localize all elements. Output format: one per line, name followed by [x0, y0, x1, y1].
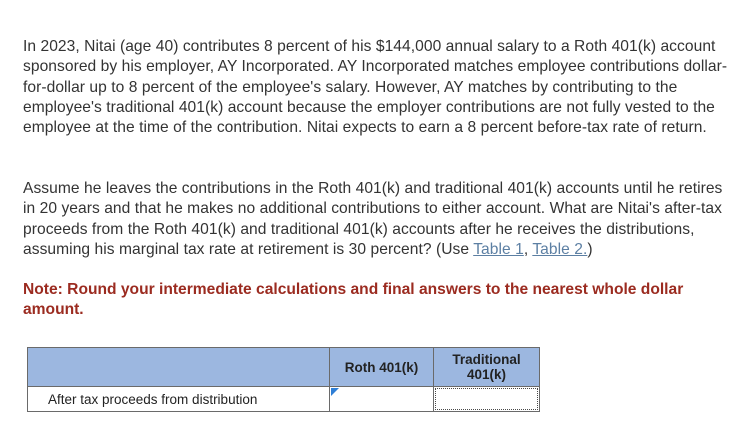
traditional-answer-cell[interactable]	[434, 387, 540, 412]
answer-table	[27, 347, 540, 412]
header-roth-401k: Roth 401(k)	[330, 348, 434, 387]
rounding-note: Note: Round your intermediate calculations and final answers to the nearest whole dollar amount.	[23, 281, 684, 319]
table-1-link[interactable]: Table 1	[473, 240, 524, 258]
roth-proceeds-input[interactable]	[330, 387, 433, 411]
header-traditional-line2: 401(k)	[466, 367, 507, 382]
problem-paragraph-2-text: Assume he leaves the contributions in the Roth 401(k) and traditional 401(k) accounts until he retires in 20 years and that he makes no additional contributions to either account. What are Nitai's after-tax proceeds from the Roth 401(k) and traditional 401(k) accounts after he receives the distributions, assuming his marginal tax rate at retirement is 30 percent? (Use	[23, 180, 723, 258]
header-traditional-401k	[434, 348, 540, 387]
link-separator: ,	[523, 240, 533, 258]
table-row	[28, 387, 540, 412]
problem-paragraph-1: In 2023, Nitai (age 40) contributes 8 percent of his $144,000 annual salary to a Roth 401(k) account sponsored by his employer, AY Incorporated. AY Incorporated matches employee contributions dollar-for-dollar up to 8 percent of the employee's salary. However, AY matches by contributing to the employee's traditional 401(k) account because the employer contributions are not fully vested to the employee at the time of the contribution. Nitai expects to earn a 8 percent before-tax rate of return.	[23, 38, 728, 137]
header-blank-cell	[28, 348, 330, 387]
problem-paragraph-2	[23, 179, 735, 260]
answer-table-header-row	[28, 348, 540, 387]
roth-answer-cell[interactable]	[330, 387, 434, 412]
traditional-proceeds-input[interactable]	[435, 388, 538, 410]
table-2-link[interactable]: Table 2.	[532, 240, 588, 258]
input-marker-icon	[331, 388, 339, 396]
paragraph-2-close: )	[587, 240, 593, 258]
header-traditional-line1: Traditional	[452, 352, 521, 367]
row-label-after-tax-proceeds: After tax proceeds from distribution	[28, 387, 330, 412]
